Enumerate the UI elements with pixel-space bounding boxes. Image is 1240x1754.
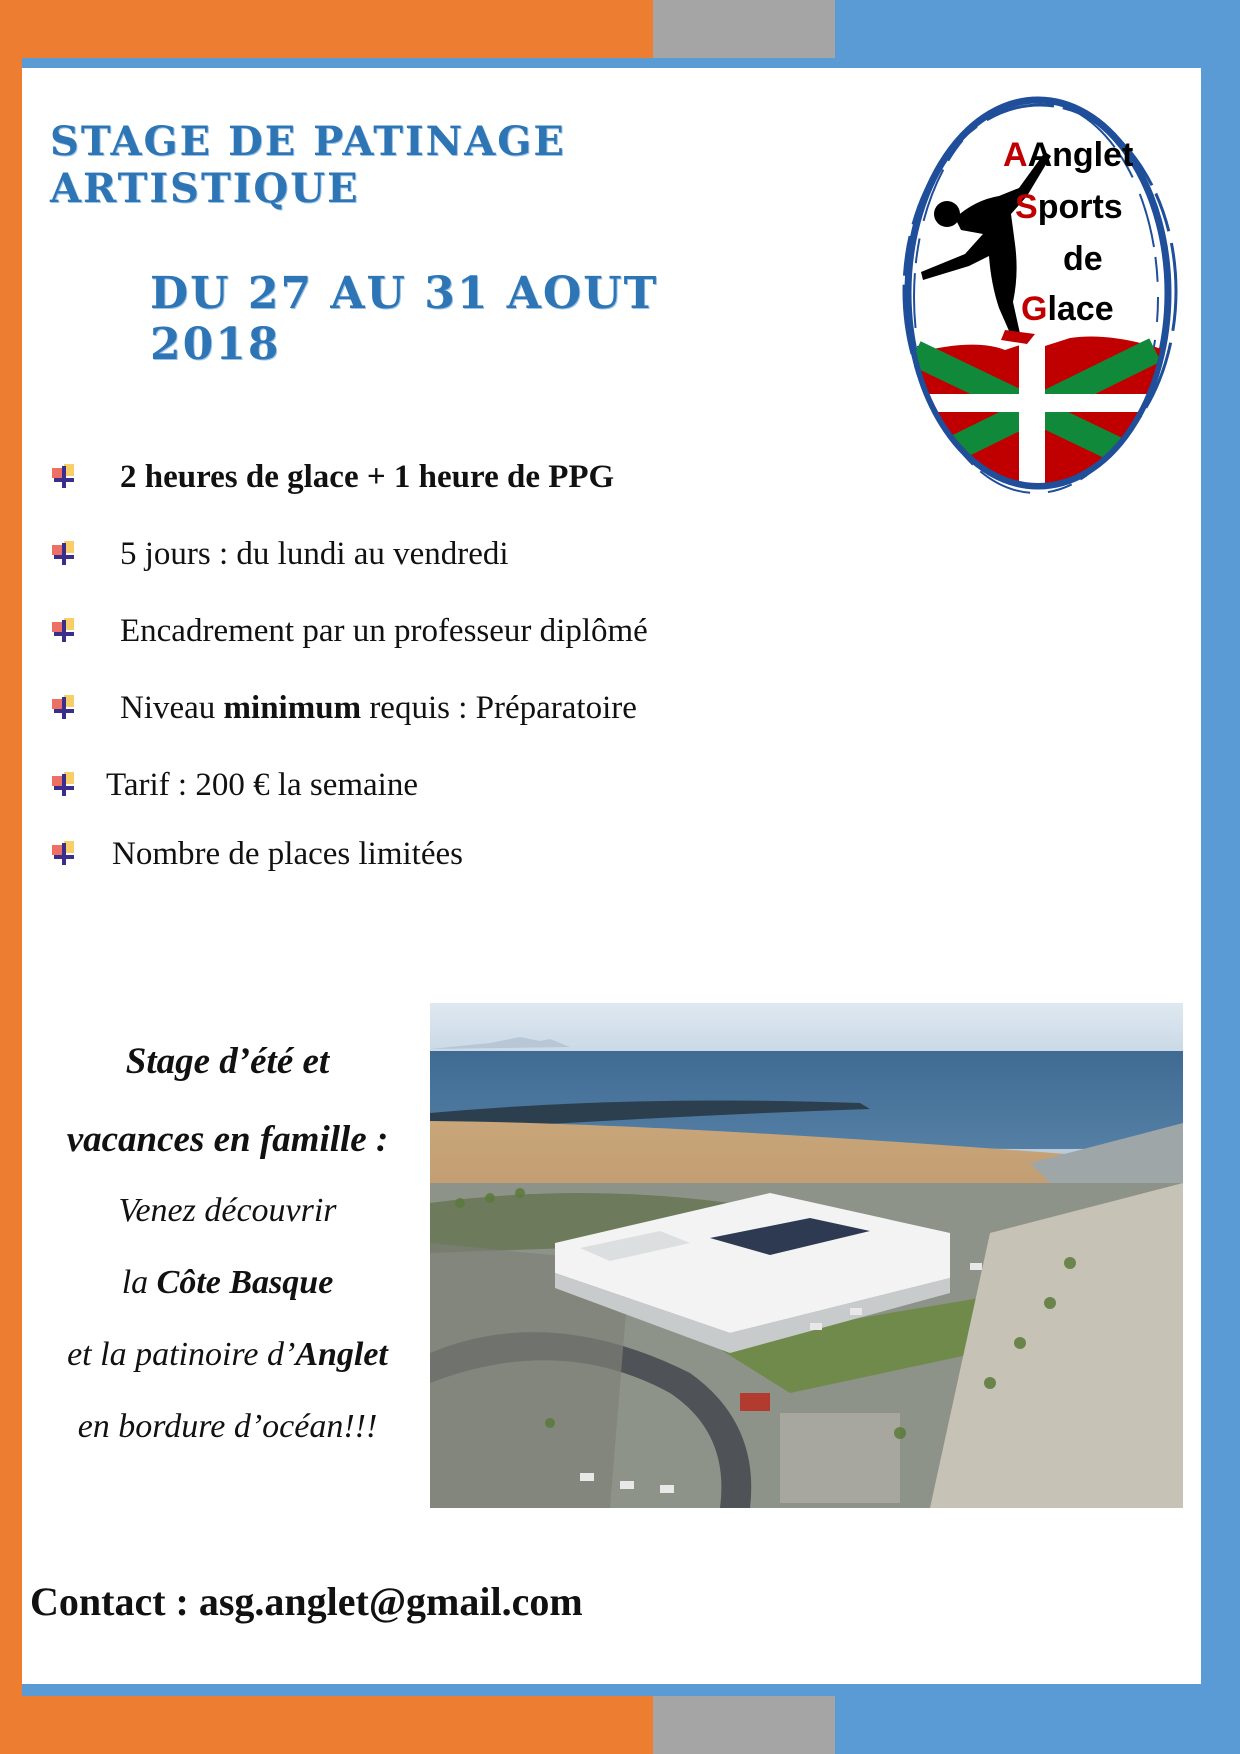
bullet-text: Encadrement par un professeur diplômé — [120, 612, 648, 649]
top-orange-band — [0, 0, 653, 58]
bullet-text: 2 heures de glace + 1 heure de PPG — [120, 458, 615, 495]
svg-text:AAnglet: AAnglet — [1003, 136, 1134, 174]
list-item — [50, 455, 614, 499]
top-gray-band — [653, 0, 835, 58]
bottom-inner-border — [22, 1684, 1201, 1696]
promo-line: Stage d’été et — [125, 1041, 330, 1082]
list-item — [50, 832, 463, 876]
promo-line: et la patinoire d’Anglet — [67, 1336, 388, 1373]
top-blue-band — [835, 0, 1240, 58]
right-blue-band — [1201, 58, 1240, 1696]
event-dates: DU 27 AU 31 AOUT 2018 — [150, 268, 659, 370]
bullet-marker-icon — [50, 839, 80, 869]
svg-text:Glace: Glace — [1021, 290, 1114, 328]
contact-email: Contact : asg.anglet@gmail.com — [30, 1579, 583, 1624]
basque-flag-icon — [915, 337, 1165, 491]
bullet-marker-icon — [50, 462, 80, 492]
top-inner-border — [22, 58, 1201, 68]
list-item — [50, 609, 648, 653]
svg-text:de: de — [1063, 240, 1103, 278]
bullet-text: Nombre de places limitées — [112, 835, 463, 872]
promo-line: Venez découvrir — [118, 1192, 337, 1229]
left-orange-band — [0, 58, 22, 1696]
ice-rink-aerial-photo — [430, 1003, 1183, 1508]
bottom-gray-band — [653, 1696, 835, 1754]
bullet-marker-icon — [50, 539, 80, 569]
club-logo — [895, 88, 1180, 498]
promo-line: en bordure d’océan!!! — [77, 1408, 378, 1445]
bullet-text: Niveau minimum requis : Préparatoire — [120, 689, 637, 726]
list-item — [50, 532, 509, 576]
promo-line: la Côte Basque — [121, 1264, 334, 1301]
bullet-text: 5 jours : du lundi au vendredi — [120, 535, 509, 572]
svg-text:Sports: Sports — [1015, 188, 1123, 226]
page-title: STAGE DE PATINAGE ARTISTIQUE — [50, 118, 566, 212]
bullet-marker-icon — [50, 616, 80, 646]
bottom-orange-band — [0, 1696, 653, 1754]
promo-line: vacances en famille : — [66, 1119, 389, 1160]
bottom-blue-band — [835, 1696, 1240, 1754]
bullet-marker-icon — [50, 770, 80, 800]
list-item — [50, 763, 418, 807]
bullet-marker-icon — [50, 693, 80, 723]
bullet-text: Tarif : 200 € la semaine — [106, 766, 419, 803]
list-item — [50, 686, 637, 730]
